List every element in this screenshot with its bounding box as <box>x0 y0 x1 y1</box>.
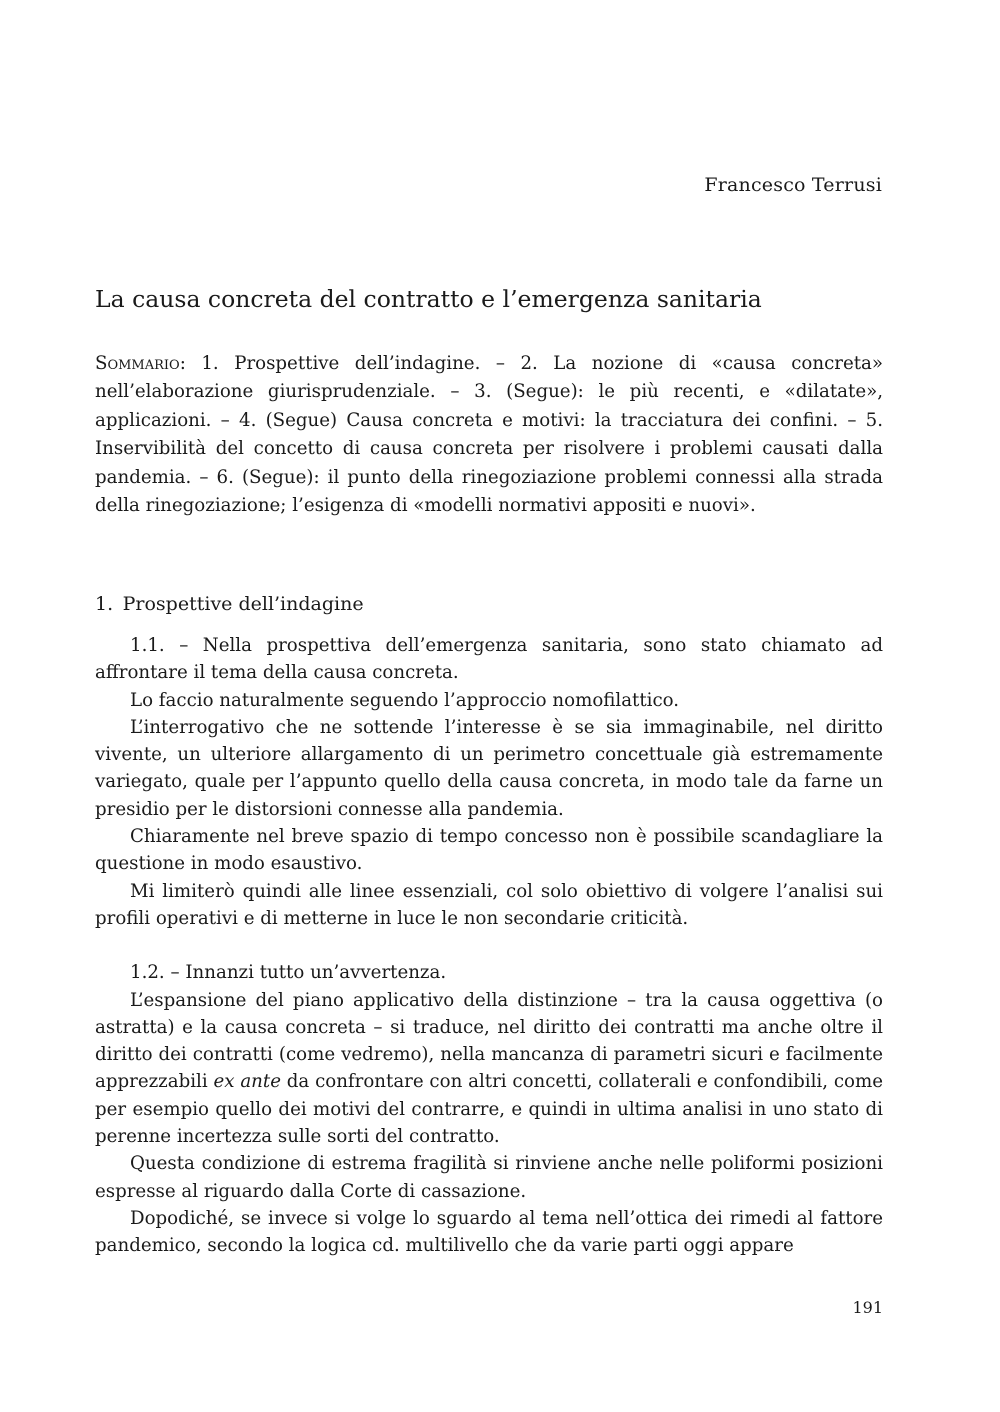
body-text <box>95 632 883 1260</box>
paragraph-text: L’espansione del piano applicativo della distinzione – tra la causa oggettiva (o astratta) e la causa concreta – si traduce, nel diritto dei contratti ma anche oltre il diritto dei contratti (come vedremo), nella mancanza di parametri sicuri e facilmente apprezzabili <box>95 989 883 1093</box>
author-name: Francesco Terrusi <box>704 174 882 196</box>
paragraph: Chiaramente nel breve spazio di tempo concesso non è possibile scandagliare la questione in modo esaustivo. <box>95 826 883 875</box>
section-heading: 1. Prospettive dell’indagine <box>95 593 364 615</box>
italic-term: ex ante <box>213 1071 281 1093</box>
page-number: 191 <box>852 1298 883 1317</box>
paragraph: 1.1. – Nella prospettiva dell’emergenza sanitaria, sono stato chiamato ad affrontare il tema della causa concreta. <box>95 635 883 684</box>
paragraph: Questa condizione di estrema fragilità si rinviene anche nelle poliformi posizioni espresse al riguardo dalla Corte di cassazione. <box>95 1153 883 1202</box>
paragraph: L’interrogativo che ne sottende l’interesse è se sia immaginabile, nel diritto vivente, un ulteriore allargamento di un perimetro concettuale già estremamente variegato, quale per l’appunto quello della causa concreta, in modo tale da farne un presidio per le distorsioni connesse alla pandemia. <box>95 716 883 820</box>
summary-text: : 1. Prospettive dell’indagine. – 2. La nozione di «causa concreta» nell’elaborazione giurisprudenziale. – 3. (Segue): le più recenti, e «dilatate», applicazioni. – 4. (Segue) Causa concreta e motivi: la tracciatura dei confini. – 5. Inservibilità del concetto di causa concreta per risolvere i problemi causati dalla pandemia. – 6. (Segue): il punto della rinegoziazione problemi connessi alla strada della rinegoziazione; l’esigenza di «modelli normativi appositi e nuovi». <box>95 353 883 517</box>
summary <box>95 350 883 520</box>
paragraph-text: da confrontare con altri concetti, collaterali e confondibili, come per esempio quello dei motivi del contrarre, e quindi in ultima analisi in uno stato di perenne incertezza sulle sorti del contratto. <box>95 1071 883 1148</box>
paragraph: Lo faccio naturalmente seguendo l’approccio nomofilattico. <box>130 689 680 711</box>
paragraph: Mi limiterò quindi alle linee essenziali, col solo obiettivo di volgere l’analisi sui profili operativi e di metterne in luce le non secondarie criticità. <box>95 880 883 929</box>
summary-label: Sommario <box>95 353 180 374</box>
paragraph: 1.2. – Innanzi tutto un’avvertenza. <box>130 962 447 984</box>
paragraph <box>95 987 883 1151</box>
article-title: La causa concreta del contratto e l’emergenza sanitaria <box>95 285 762 313</box>
paragraph: Dopodiché, se invece si volge lo sguardo al tema nell’ottica dei rimedi al fattore pandemico, secondo la logica cd. multilivello che da varie parti oggi appare <box>95 1207 883 1257</box>
